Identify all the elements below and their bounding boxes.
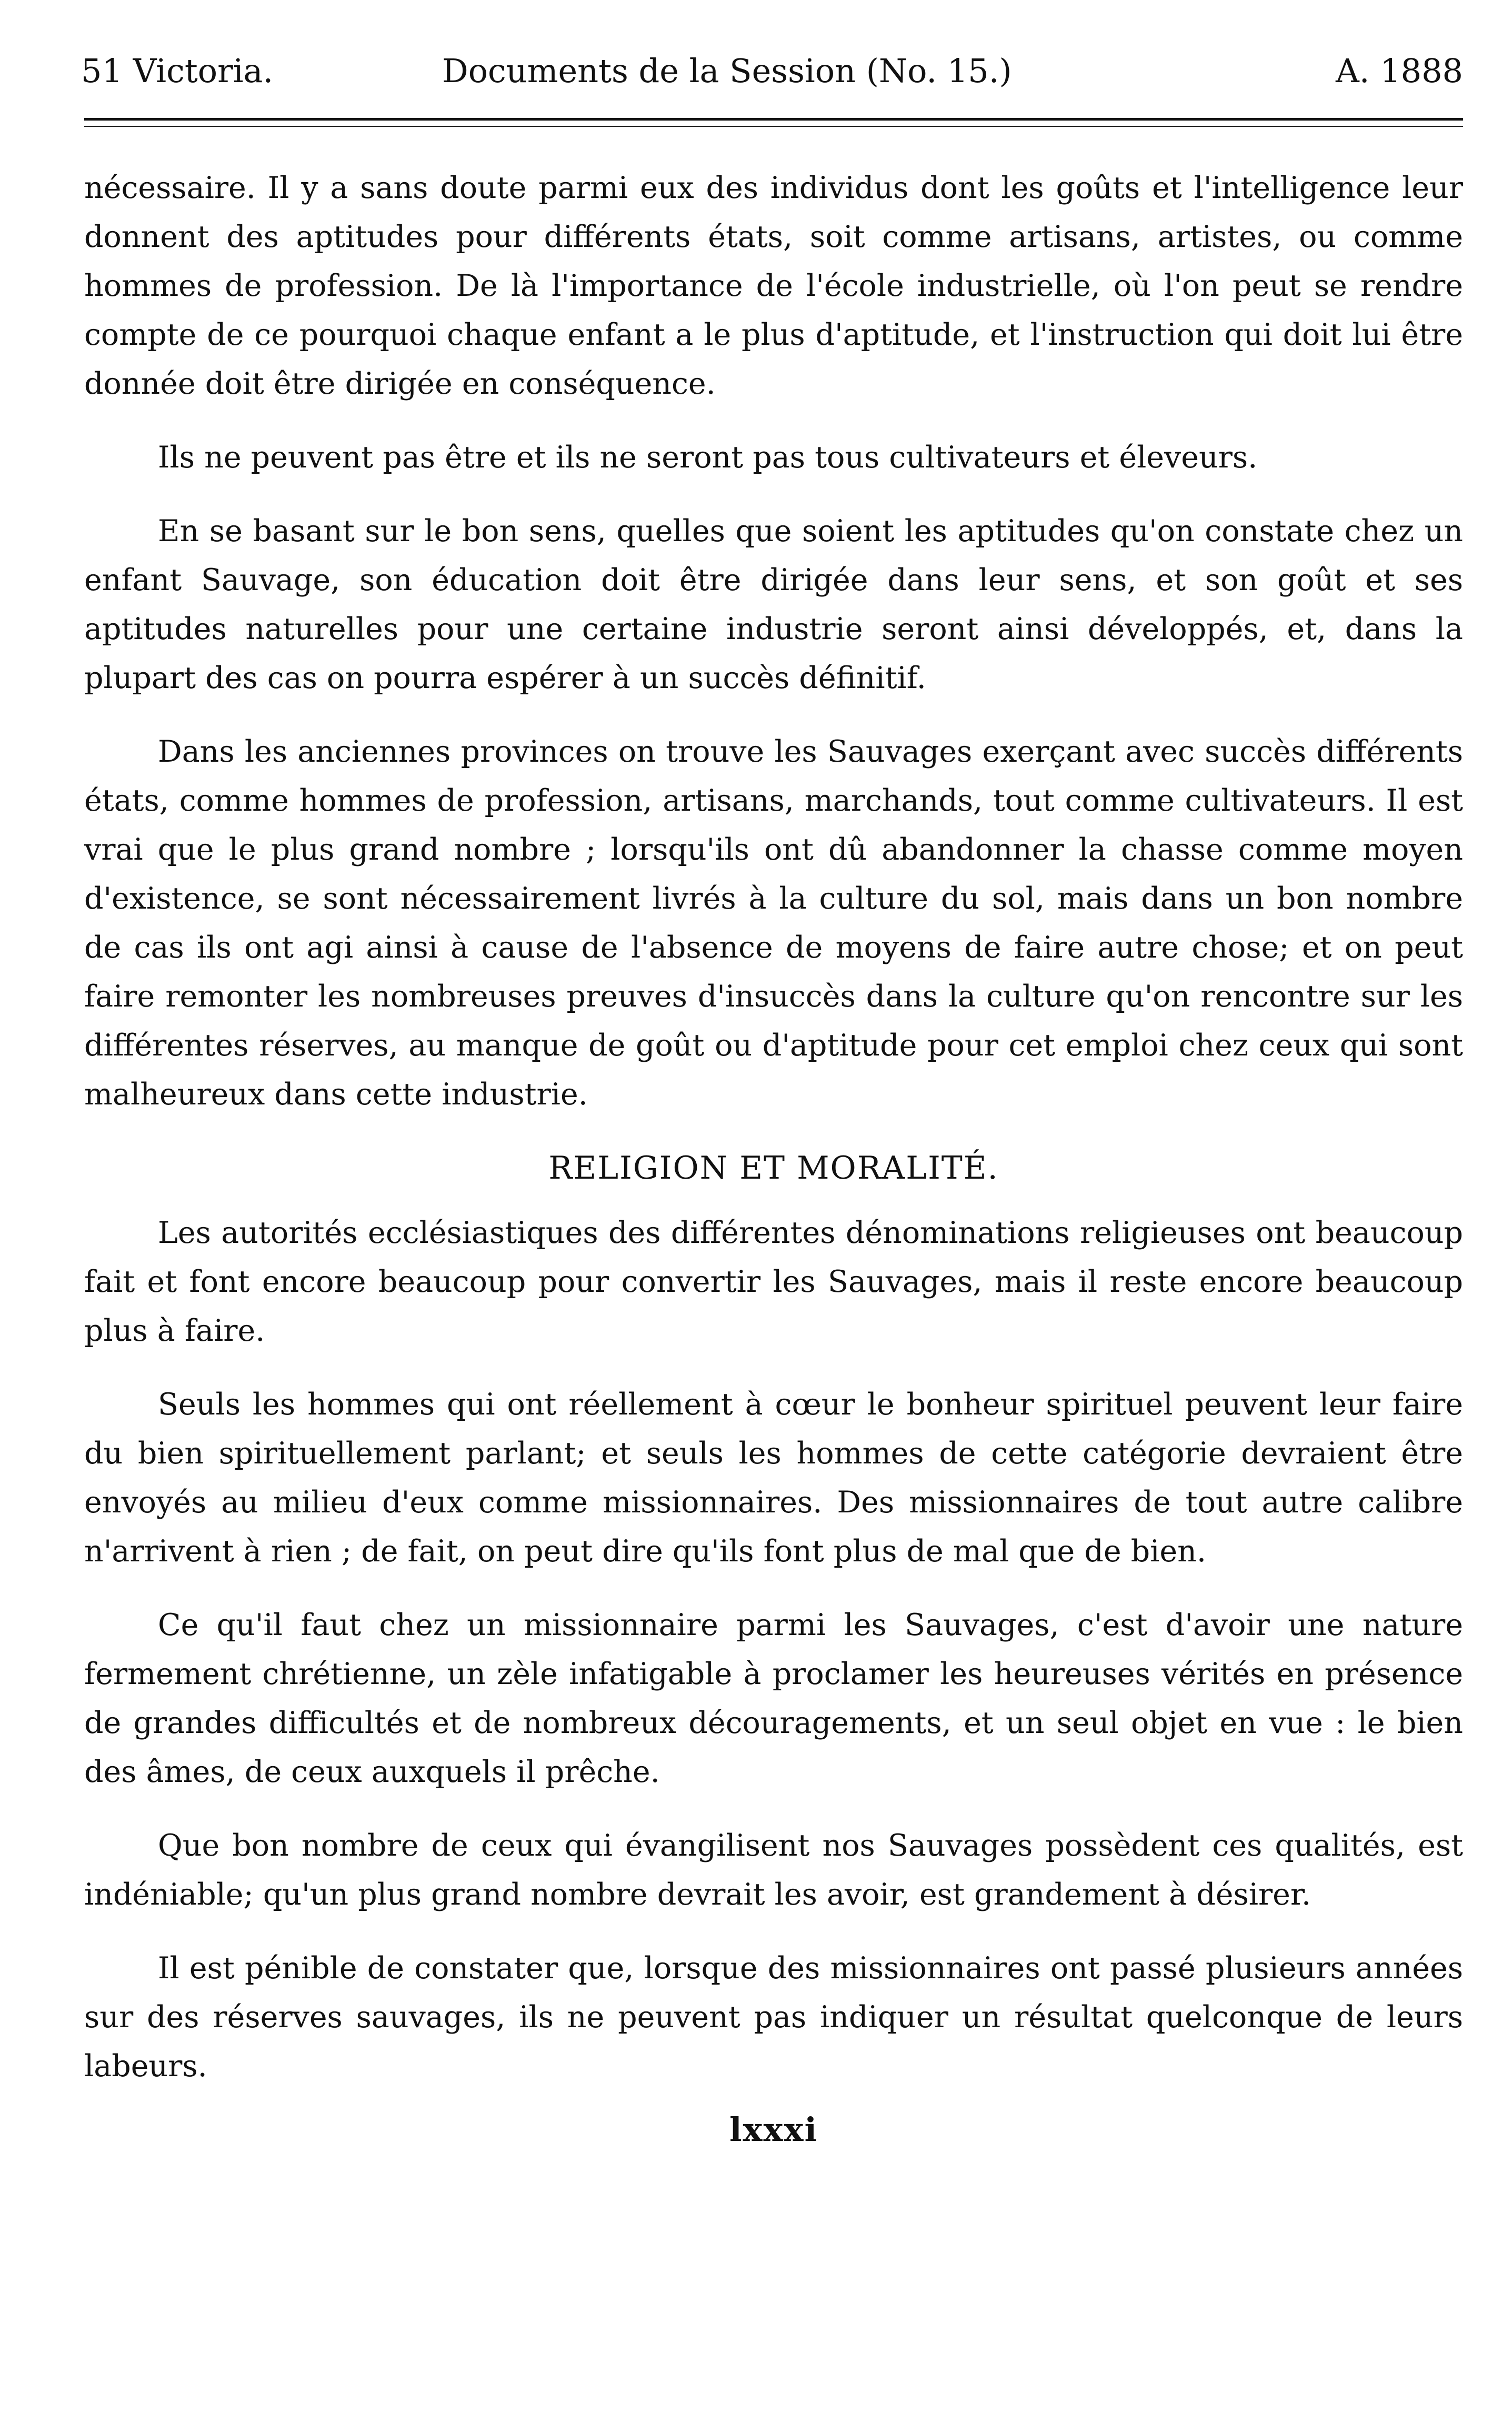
document-page (81, 42, 1463, 2149)
paragraph: Dans les anciennes provinces on trouve les Sauvages exerçant avec succès différents états, comme hommes de profession, artisans, marchands, tout comme cultivateurs. Il est vrai que le plus grand nombre ; lorsqu'ils ont dû abandonner la chasse comme moyen d'existence, se sont nécessairement livrés à la culture du sol, mais dans un bon nombre de cas ils ont agi ainsi à cause de l'absence de moyens de faire autre chose; et on peut faire remonter les nombreuses preuves d'insuccès dans la culture qu'on rencontre sur les différentes réserves, au manque de goût ou d'aptitude pour cet emploi chez ceux qui sont malheureux dans cette industrie. (84, 734, 1463, 1112)
paragraph: nécessaire. Il y a sans doute parmi eux des individus dont les goûts et l'intelligence leur donnent des aptitudes pour différents états, soit comme artisans, artistes, ou comme hommes de profession. De là l'importance de l'école industrielle, où l'on peut se rendre compte de ce pourquoi chaque enfant a le plus d'aptitude, et l'instruction qui doit lui être donnée doit être dirigée en conséquence. (84, 171, 1463, 401)
paragraph: Seuls les hommes qui ont réellement à cœur le bonheur spirituel peuvent leur faire du bien spirituellement parlant; et seuls les hommes de cette catégorie devraient être envoyés au milieu d'eux comme missionnaires. Des missionnaires de tout autre calibre n'arrivent à rien ; de fait, on peut dire qu'ils font plus de mal que de bien. (84, 1387, 1463, 1569)
header-regnal-year: 51 Victoria. (81, 52, 274, 90)
body-text (84, 164, 1463, 2091)
page-number: lxxxi (729, 2110, 818, 2149)
running-header (81, 42, 1463, 100)
header-document-title: Documents de la Session (No. 15.) (442, 52, 1012, 90)
section-heading: RELIGION ET MORALITÉ. (548, 1150, 999, 1187)
paragraph: Ils ne peuvent pas être et ils ne seront pas tous cultivateurs et éleveurs. (158, 440, 1258, 475)
header-year: A. 1888 (1336, 52, 1463, 90)
header-rule-thin (84, 126, 1463, 127)
header-rule (84, 118, 1463, 121)
paragraph: Que bon nombre de ceux qui évangilisent nos Sauvages possèdent ces qualités, est indéniable; qu'un plus grand nombre devrait les avoir, est grandement à désirer. (84, 1828, 1463, 1912)
paragraph: Ce qu'il faut chez un missionnaire parmi les Sauvages, c'est d'avoir une nature fermement chrétienne, un zèle infatigable à proclamer les heureuses vérités en présence de grandes difficultés et de nombreux découragements, et un seul objet en vue : le bien des âmes, de ceux auxquels il prêche. (84, 1608, 1463, 1789)
paragraph: Les autorités ecclésiastiques des différentes dénominations religieuses ont beaucoup fait et font encore beaucoup pour convertir les Sauvages, mais il reste encore beaucoup plus à faire. (84, 1216, 1463, 1348)
paragraph: Il est pénible de constater que, lorsque des missionnaires ont passé plusieurs années sur des réserves sauvages, ils ne peuvent pas indiquer un résultat quelconque de leurs labeurs. (84, 1951, 1463, 2084)
paragraph: En se basant sur le bon sens, quelles que soient les aptitudes qu'on constate chez un enfant Sauvage, son éducation doit être dirigée dans leur sens, et son goût et ses aptitudes naturelles pour une certaine industrie seront ainsi développés, et, dans la plupart des cas on pourra espérer à un succès définitif. (84, 514, 1463, 695)
